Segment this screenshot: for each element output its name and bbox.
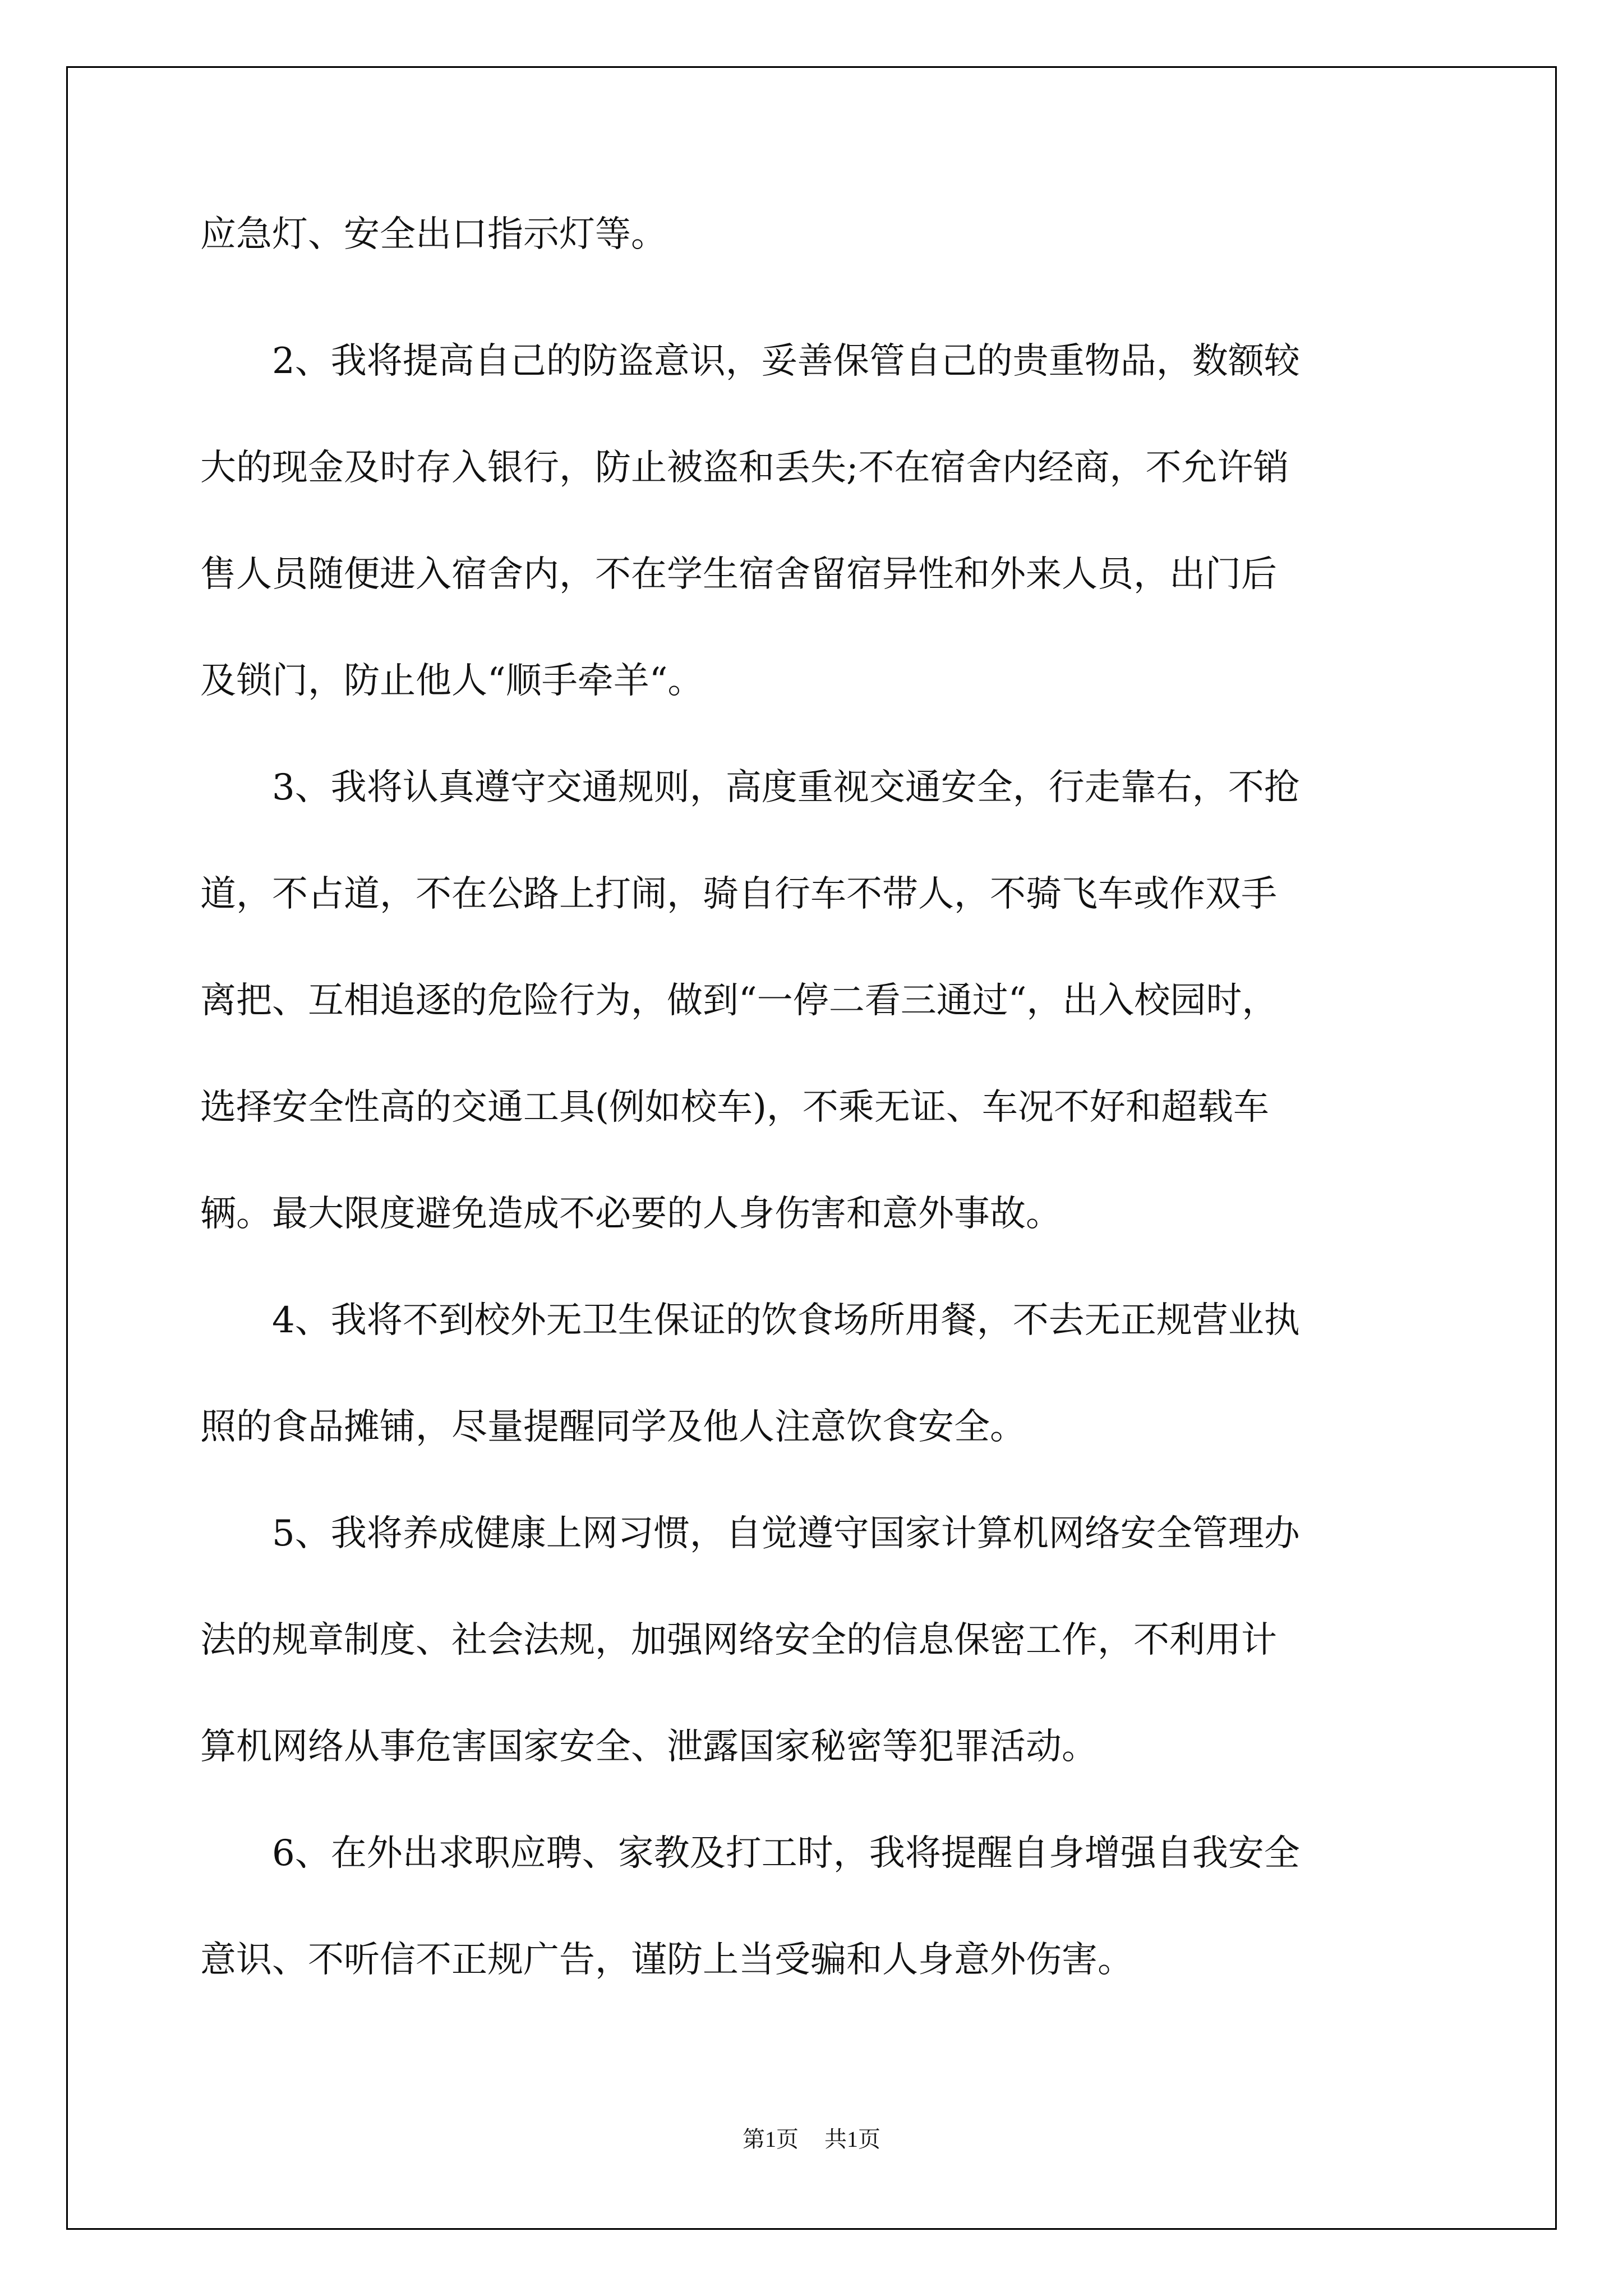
- text-line: 意识、不听信不正规广告，谨防上当受骗和人身意外伤害。: [200, 1939, 1133, 1981]
- text-line: 5、我将养成健康上网习惯，自觉遵守国家计算机网络安全管理办: [200, 1513, 1300, 1554]
- text-line: 6、在外出求职应聘、家教及打工时，我将提醒自身增强自我安全: [200, 1833, 1300, 1874]
- text-line: 3、我将认真遵守交通规则，高度重视交通安全，行走靠右，不抢: [200, 767, 1300, 808]
- text-line: 离把、互相追逐的危险行为，做到“一停二看三通过“，出入校园时，: [200, 980, 1278, 1022]
- text-line: 应急灯、安全出口指示灯等。: [200, 214, 667, 255]
- text-line: 辆。最大限度避免造成不必要的人身伤害和意外事故。: [200, 1193, 1062, 1235]
- text-line: 算机网络从事危害国家安全、泄露国家秘密等犯罪活动。: [200, 1726, 1098, 1768]
- text-line: 法的规章制度、社会法规，加强网络安全的信息保密工作，不利用计: [200, 1619, 1277, 1661]
- page-number: 第1页: [743, 2127, 799, 2152]
- text-line: 4、我将不到校外无卫生保证的饮食场所用餐，不去无正规营业执: [200, 1300, 1300, 1341]
- text-line: 选择安全性高的交通工具(例如校车)，不乘无证、车况不好和超载车: [200, 1087, 1269, 1128]
- page-count: 共1页: [824, 2127, 880, 2152]
- text-line: 大的现金及时存入银行，防止被盗和丢失;不在宿舍内经商，不允许销: [200, 447, 1289, 489]
- text-line: 道，不占道，不在公路上打闹，骑自行车不带人，不骑飞车或作双手: [200, 873, 1277, 915]
- page-footer: [0, 2123, 1623, 2156]
- text-line: 及锁门，防止他人“顺手牵羊“。: [200, 660, 704, 702]
- text-line: 售人员随便进入宿舍内，不在学生宿舍留宿异性和外来人员，出门后: [200, 554, 1277, 595]
- text-line: 照的食品摊铺，尽量提醒同学及他人注意饮食安全。: [200, 1406, 1026, 1448]
- text-line: 2、我将提高自己的防盗意识，妥善保管自己的贵重物品，数额较: [200, 341, 1300, 382]
